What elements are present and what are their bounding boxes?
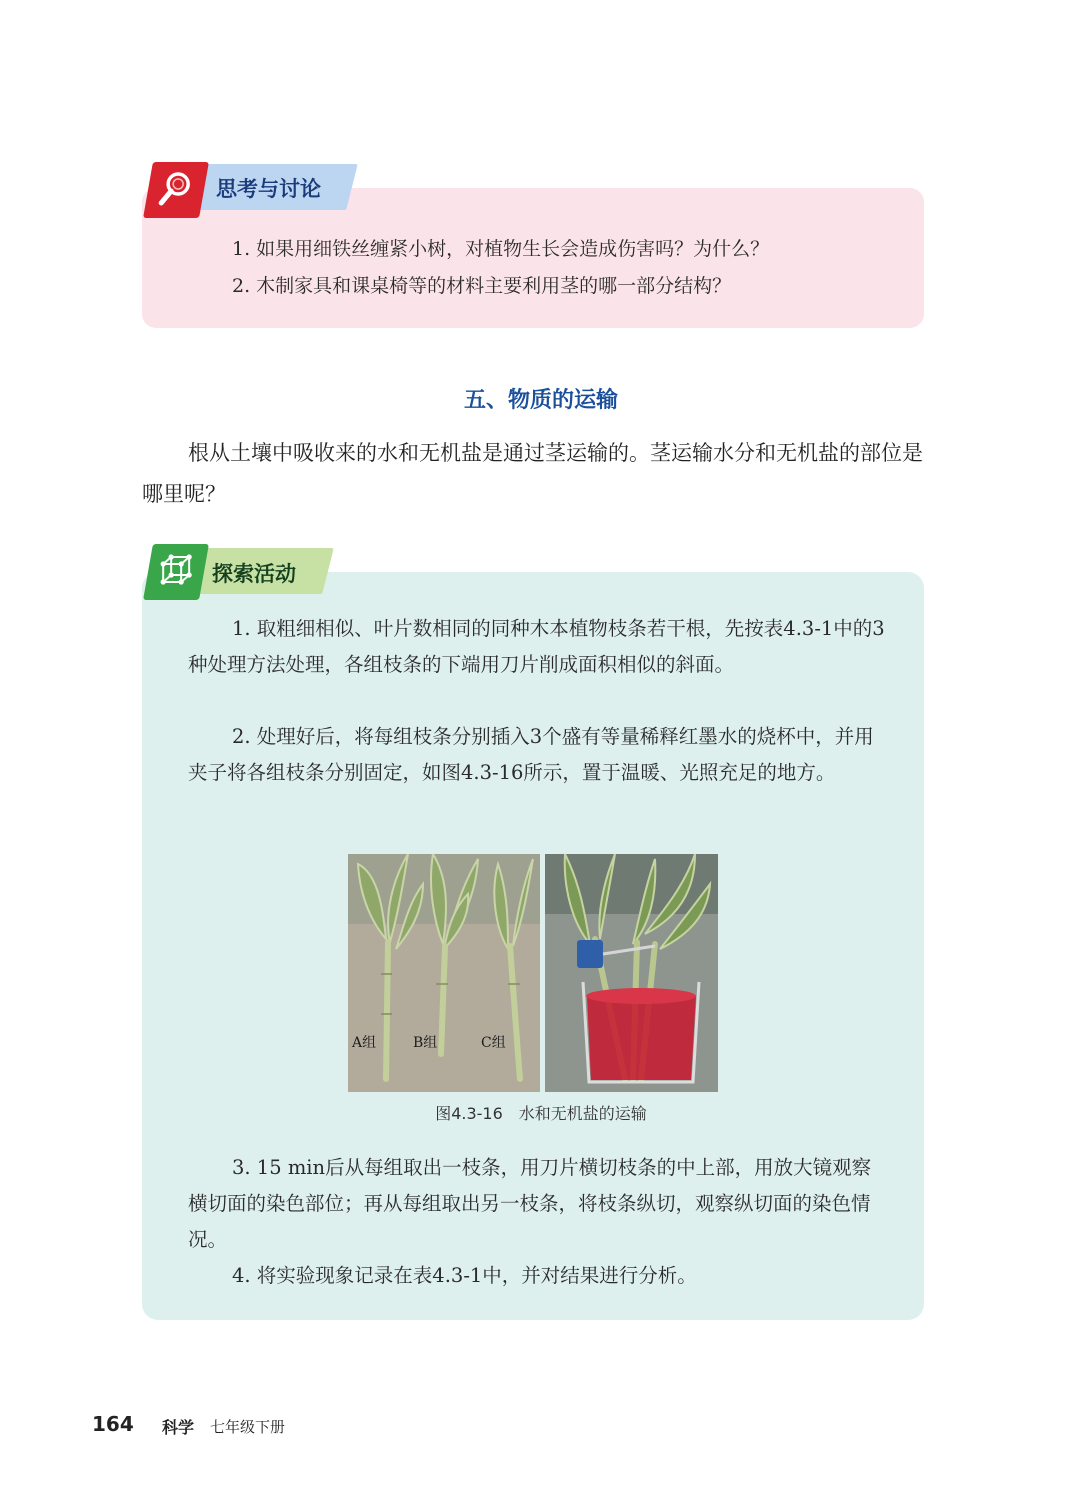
discussion-question: 2. 木制家具和课桌椅等的材料主要利用茎的哪一部分结构？ xyxy=(232,275,732,297)
explore-title: 探索活动 xyxy=(212,562,296,586)
branches-photo xyxy=(348,854,540,1092)
explore-step: 3. 15 min后从每组取出一枝条，用刀片横切枝条的中上部，用放大镜观察横切面的染色部位；再从每组取出另一枝条，将枝条纵切，观察纵切面的染色情况。 xyxy=(188,1156,872,1251)
footer-subject: 科学 xyxy=(162,1418,195,1437)
beaker-photo xyxy=(545,854,718,1092)
section-heading: 五、物质的运输 xyxy=(463,388,618,413)
discussion-question: 1. 如果用细铁丝缠紧小树，对植物生长会造成伤害吗？为什么？ xyxy=(232,238,770,260)
beaker-illustration xyxy=(545,854,718,1092)
discussion-header xyxy=(142,162,352,214)
branches-illustration xyxy=(348,854,540,1092)
magnifier-icon xyxy=(158,170,194,208)
group-label-b: B组 xyxy=(413,1035,438,1051)
discussion-icon-badge xyxy=(143,162,209,218)
explore-step: 1. 取粗细相似、叶片数相同的同种木本植物枝条若干根，先按表4.3-1中的3种处理方法处理，各组枝条的下端用刀片削成面积相似的斜面。 xyxy=(188,617,885,676)
explore-step: 2. 处理好后，将每组枝条分别插入3个盛有等量稀释红墨水的烧杯中，并用夹子将各组枝条分别固定，如图4.3-16所示，置于温暖、光照充足的地方。 xyxy=(188,725,874,784)
explore-step: 4. 将实验现象记录在表4.3-1中，并对结果进行分析。 xyxy=(232,1264,697,1287)
group-label-a: A组 xyxy=(352,1035,377,1051)
explore-header xyxy=(142,544,332,600)
group-label-c: C组 xyxy=(481,1035,506,1051)
page-number: 164 xyxy=(92,1412,134,1436)
body-paragraph: 根从土壤中吸收来的水和无机盐是通过茎运输的。茎运输水分和无机盐的部位是哪里呢？ xyxy=(142,441,923,506)
footer-grade: 七年级下册 xyxy=(210,1418,286,1436)
explore-icon-badge xyxy=(143,544,209,600)
figure-caption: 图4.3-16 水和无机盐的运输 xyxy=(435,1104,647,1123)
discussion-title: 思考与讨论 xyxy=(216,177,321,201)
cube-network-icon xyxy=(157,552,195,590)
